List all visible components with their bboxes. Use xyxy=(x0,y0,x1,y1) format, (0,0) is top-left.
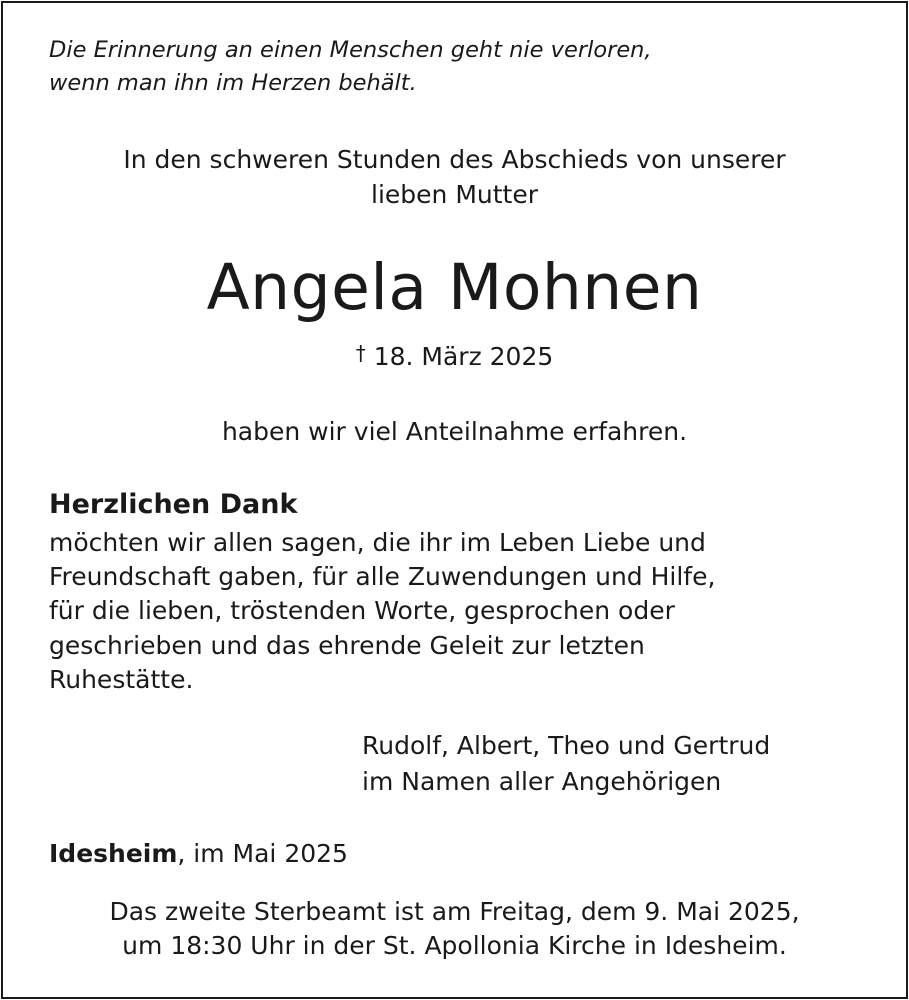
cross-icon: † xyxy=(355,341,366,365)
death-date-line xyxy=(0,340,909,375)
signature-block xyxy=(362,728,770,800)
deceased-name: Angela Mohnen xyxy=(206,251,703,324)
quote-line: wenn man ihn im Herzen behält. xyxy=(49,70,417,96)
memorial-quote xyxy=(49,34,849,100)
thanks-line: Freundschaft gaben, für alle Zuwendungen und Hilfe, xyxy=(49,562,716,592)
service-info xyxy=(0,895,909,963)
sympathy-text: haben wir viel Anteilnahme erfahren. xyxy=(221,417,688,446)
intro-text xyxy=(0,142,909,212)
signature-on-behalf: im Namen aller Angehörigen xyxy=(362,767,722,796)
service-line: um 18:30 Uhr in der St. Apollonia Kirche in Idesheim. xyxy=(122,931,787,960)
date-text: , im Mai 2025 xyxy=(177,839,348,868)
service-line: Das zweite Sterbeamt ist am Freitag, dem 9. Mai 2025, xyxy=(109,897,800,926)
thanks-body xyxy=(49,526,869,697)
death-date: 18. März 2025 xyxy=(373,342,554,371)
thanks-line: Ruhestätte. xyxy=(49,664,194,694)
place-name: Idesheim xyxy=(49,839,178,868)
thanks-line: geschrieben und das ehrende Geleit zur letzten xyxy=(49,630,645,660)
place-date-line xyxy=(49,836,348,872)
quote-line: Die Erinnerung an einen Menschen geht nie verloren, xyxy=(49,37,652,63)
thanks-line: möchten wir allen sagen, die ihr im Leben Liebe und xyxy=(49,528,706,557)
thanks-line: für die lieben, tröstenden Worte, gesprochen oder xyxy=(49,596,675,626)
thanks-heading: Herzlichen Dank xyxy=(49,489,298,520)
intro-line: In den schweren Stunden des Abschieds von unserer xyxy=(123,145,786,174)
intro-line: lieben Mutter xyxy=(371,180,538,209)
signature-names: Rudolf, Albert, Theo und Gertrud xyxy=(362,731,771,760)
